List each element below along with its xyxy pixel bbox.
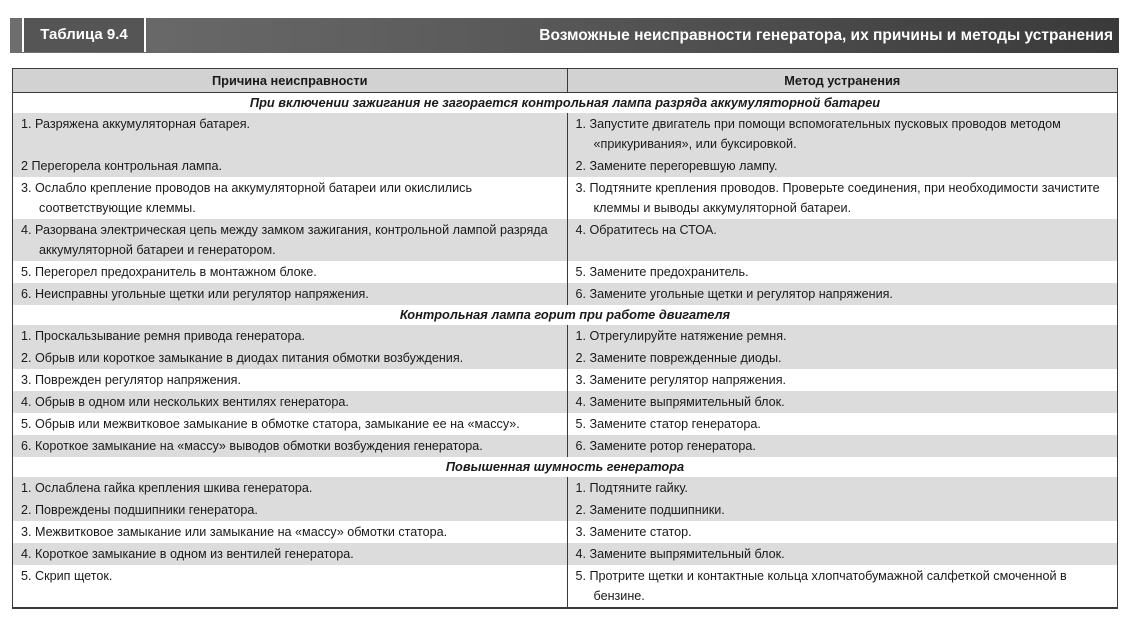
fix-cell: 5. Замените статор генератора.: [575, 417, 761, 431]
fix-cell: 1. Отрегулируйте натяжение ремня.: [575, 329, 787, 343]
faults-table: [12, 68, 1118, 609]
table-row: [13, 261, 1117, 283]
fix-cell: 5. Замените предохранитель.: [575, 265, 749, 279]
table-row: [13, 391, 1117, 413]
fix-cell: 2. Замените подшипники.: [575, 503, 725, 517]
fix-cell: 5. Протрите щетки и контактные кольца хлопчатобумажной салфеткой смоченной в бензине.: [575, 569, 1067, 603]
section-title: Повышенная шумность генератора: [13, 457, 1117, 477]
table-row: [13, 565, 1117, 607]
cause-cell: 5. Обрыв или межвитковое замыкание в обмотке статора, замыкание ее на «массу».: [21, 417, 520, 431]
fix-cell: 4. Обратитесь на СТОА.: [575, 223, 717, 237]
cause-cell: 5. Скрип щеток.: [21, 569, 113, 583]
cause-cell: 2 Перегорела контрольная лампа.: [21, 159, 222, 173]
table-row: [13, 177, 1117, 219]
fix-cell: 4. Замените выпрямительный блок.: [575, 547, 785, 561]
cause-cell: 6. Короткое замыкание на «массу» выводов обмотки возбуждения генератора.: [21, 439, 483, 453]
table-row: [13, 155, 1117, 177]
cause-cell: 3. Межвитковое замыкание или замыкание на «массу» обмотки статора.: [21, 525, 448, 539]
table-row: [13, 435, 1117, 457]
cause-cell: 1. Проскальзывание ремня привода генератора.: [21, 329, 306, 343]
table-number-tab: Таблица 9.4: [22, 16, 146, 52]
cause-cell: 3. Поврежден регулятор напряжения.: [21, 373, 241, 387]
fix-cell: 3. Замените регулятор напряжения.: [575, 373, 787, 387]
fix-cell: 2. Замените перегоревшую лампу.: [575, 159, 778, 173]
table-row: [13, 477, 1117, 499]
fix-cell: 1. Подтяните гайку.: [575, 481, 688, 495]
fix-cell: 3. Замените статор.: [575, 525, 692, 539]
table-row: [13, 521, 1117, 543]
cause-cell: 4. Разорвана электрическая цепь между замком зажигания, контрольной лампой разряда аккумуляторной батареи и генератором.: [21, 223, 548, 257]
cause-cell: 4. Обрыв в одном или нескольких вентилях генератора.: [21, 395, 349, 409]
fix-cell: 4. Замените выпрямительный блок.: [575, 395, 785, 409]
cause-cell: 5. Перегорел предохранитель в монтажном блоке.: [21, 265, 317, 279]
table-row: [13, 219, 1117, 261]
fix-cell: 2. Замените поврежденные диоды.: [575, 351, 782, 365]
table-row: [13, 347, 1117, 369]
table-row: [13, 113, 1117, 155]
fix-cell: 6. Замените ротор генератора.: [575, 439, 756, 453]
cause-cell: 1. Ослаблена гайка крепления шкива генератора.: [21, 481, 313, 495]
fix-cell: 6. Замените угольные щетки и регулятор напряжения.: [575, 287, 893, 301]
column-header-fix: Метод устранения: [567, 69, 1117, 93]
column-header-cause: Причина неисправности: [13, 69, 567, 93]
table-row: [13, 325, 1117, 347]
table-row: [13, 543, 1117, 565]
table-title: Возможные неисправности генератора, их причины и методы устранения: [539, 27, 1113, 44]
cause-cell: 3. Ослабло крепление проводов на аккумуляторной батареи или окислились соответствующие клеммы.: [21, 181, 473, 215]
table-row: [13, 413, 1117, 435]
section-title: Контрольная лампа горит при работе двигателя: [13, 305, 1117, 325]
cause-cell: 2. Повреждены подшипники генератора.: [21, 503, 258, 517]
table-row: [13, 369, 1117, 391]
cause-cell: 1. Разряжена аккумуляторная батарея.: [21, 117, 251, 131]
cause-cell: 4. Короткое замыкание в одном из вентилей генератора.: [21, 547, 354, 561]
cause-cell: 2. Обрыв или короткое замыкание в диодах питания обмотки возбуждения.: [21, 351, 464, 365]
section-title: При включении зажигания не загорается контрольная лампа разряда аккумуляторной батареи: [13, 93, 1117, 114]
fix-cell: 1. Запустите двигатель при помощи вспомогательных пусковых проводов методом «прикуривания», или буксировкой.: [575, 117, 1061, 151]
cause-cell: 6. Неисправны угольные щетки или регулятор напряжения.: [21, 287, 369, 301]
fix-cell: 3. Подтяните крепления проводов. Проверьте соединения, при необходимости зачистите клеммы и выводы аккумуляторной батареи.: [575, 181, 1100, 215]
table-row: [13, 499, 1117, 521]
table-row: [13, 283, 1117, 305]
